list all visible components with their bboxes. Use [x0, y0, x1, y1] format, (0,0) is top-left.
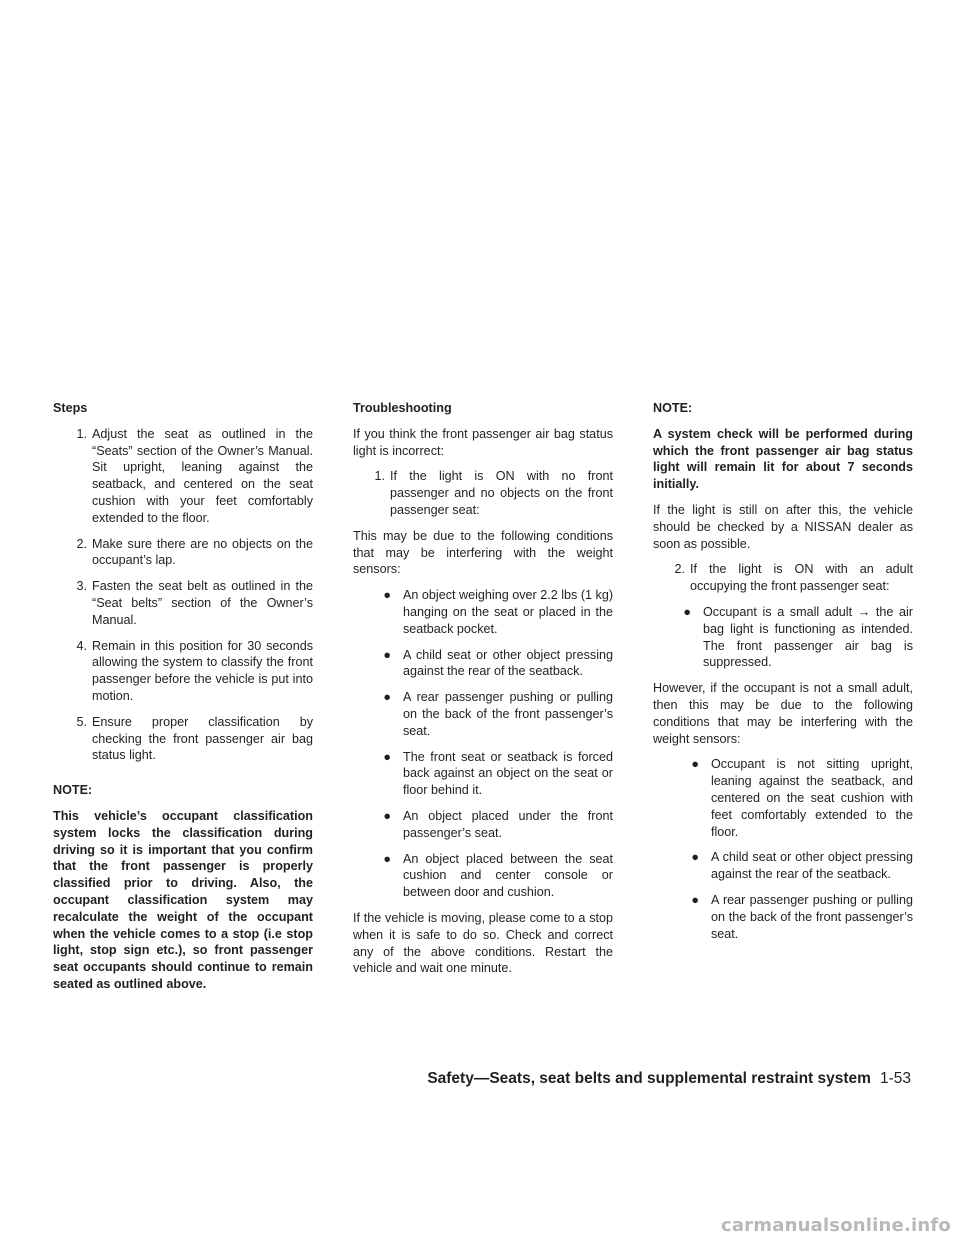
- steps-heading: Steps: [53, 401, 88, 415]
- step-text: Adjust the seat as outlined in the “Seats” section of the Owner’s Manual. Sit upright, leaning against the seatback, and centered on the seat cushion with your feet comfortably extended to the floor.: [92, 426, 313, 525]
- however-text: However, if the occupant is not a small adult, then this may be due to the following conditions that may be interfering with the weight sensors:: [653, 681, 913, 746]
- item-text: If the light is ON with no front passenger and no objects on the front passenger seat:: [390, 469, 613, 517]
- step-number: 4.: [76, 638, 87, 653]
- list-item: [353, 647, 613, 681]
- numbered-item: [653, 561, 913, 595]
- bullet-icon: ●: [691, 850, 699, 865]
- bullet-text: An object placed under the front passenger’s seat.: [403, 808, 613, 840]
- item-number: 1.: [374, 469, 385, 484]
- item-text: If the light is ON with an adult occupying the front passenger seat:: [690, 562, 913, 594]
- step-item: [53, 578, 313, 628]
- bullet-icon: ●: [683, 604, 691, 619]
- bullet-icon: ●: [383, 690, 391, 705]
- step-item: [53, 426, 313, 527]
- section-title: Safety—Seats, seat belts and supplemental restraint system: [427, 1070, 871, 1087]
- step-text: Fasten the seat belt as outlined in the “Seat belts” section of the Owner’s Manual.: [92, 579, 313, 627]
- note-label: NOTE:: [653, 401, 693, 415]
- troubleshooting-intro: If you think the front passenger air bag status light is incorrect:: [353, 426, 613, 458]
- closing-text: If the vehicle is moving, please come to a stop when it is safe to do so. Check and correct any of the above conditions. Restart the vehicle and wait one minute.: [353, 910, 613, 976]
- bullet-icon: ●: [383, 588, 391, 603]
- bullet-text: The front seat or seatback is forced back against an object on the seat or floor behind it.: [403, 749, 613, 798]
- bullet-text: A child seat or other object pressing against the rear of the seatback.: [403, 647, 613, 679]
- bullet-icon: ●: [383, 647, 391, 662]
- troubleshooting-heading: Troubleshooting: [353, 401, 452, 415]
- watermark: carmanualsonline.info: [720, 1215, 951, 1236]
- dealer-text: If the light is still on after this, the vehicle should be checked by a NISSAN dealer as soon as possible.: [653, 502, 913, 551]
- step-item: [53, 714, 313, 764]
- bullet-icon: ●: [383, 808, 391, 823]
- column-troubleshooting: [353, 400, 613, 986]
- bullet-text: A child seat or other object pressing against the rear of the seatback.: [711, 850, 913, 882]
- step-item: [53, 638, 313, 705]
- step-number: 1.: [76, 426, 87, 441]
- page-number: 1-53: [879, 1070, 911, 1087]
- column-steps: [53, 400, 313, 1002]
- bullet-text: A rear passenger pushing or pulling on the back of the front passenger’s seat.: [711, 892, 913, 941]
- note-text: This vehicle’s occupant classification system locks the classification during driving so it is important that you confirm that the front passenger is properly classified prior to driving. Also, the occupant classification system may recalculate the weight of the occupant when the vehicle comes to a stop (i.e stop light, stop sign etc.), so front passenger seat occupants should continue to remain seated as outlined above.: [53, 808, 313, 991]
- step-number: 2.: [76, 536, 87, 551]
- bullet-icon: ●: [691, 892, 699, 907]
- bullet-text: Occupant is not sitting upright, leaning against the seatback, and centered on the seat cushion with feet comfortably extended to the floor.: [711, 757, 913, 839]
- bullet-text: Occupant is a small adult → the air bag light is functioning as intended. The front passenger air bag is suppressed.: [703, 604, 913, 670]
- bullet-text: An object weighing over 2.2 lbs (1 kg) hanging on the seat or placed in the seatback pocket.: [403, 588, 614, 636]
- column-note: [653, 400, 913, 951]
- step-number: 3.: [76, 579, 87, 594]
- list-item: [653, 756, 913, 840]
- bullet-icon: ●: [383, 851, 391, 866]
- list-item: [353, 851, 613, 901]
- step-text: Ensure proper classification by checking the front passenger air bag status light.: [92, 714, 313, 763]
- step-text: Remain in this position for 30 seconds allowing the system to classify the front passenger before the vehicle is put into motion.: [92, 638, 313, 703]
- list-item: [353, 808, 613, 842]
- list-item: [353, 689, 613, 739]
- step-item: [53, 536, 313, 570]
- note-label: NOTE:: [53, 783, 93, 798]
- list-item: [653, 604, 913, 671]
- bullet-icon: ●: [383, 749, 391, 764]
- step-text: Make sure there are no objects on the occupant’s lap.: [92, 536, 313, 568]
- list-item: [653, 849, 913, 883]
- list-item: [353, 587, 613, 637]
- numbered-item: [353, 468, 613, 518]
- bullet-text: An object placed between the seat cushion and center console or between door and cushion.: [403, 851, 613, 900]
- list-item: [353, 749, 613, 799]
- bullet-icon: ●: [691, 757, 699, 772]
- item-number: 2.: [674, 562, 685, 577]
- conditions-intro: This may be due to the following conditions that may be interfering with the weight sensors:: [353, 528, 613, 577]
- bullet-text: A rear passenger pushing or pulling on the back of the front passenger’s seat.: [403, 690, 613, 738]
- page-footer: [427, 1070, 911, 1088]
- step-number: 5.: [76, 714, 87, 729]
- note-text: A system check will be performed during which the front passenger air bag status light will remain lit for about 7 seconds initially.: [653, 426, 913, 492]
- list-item: [653, 892, 913, 942]
